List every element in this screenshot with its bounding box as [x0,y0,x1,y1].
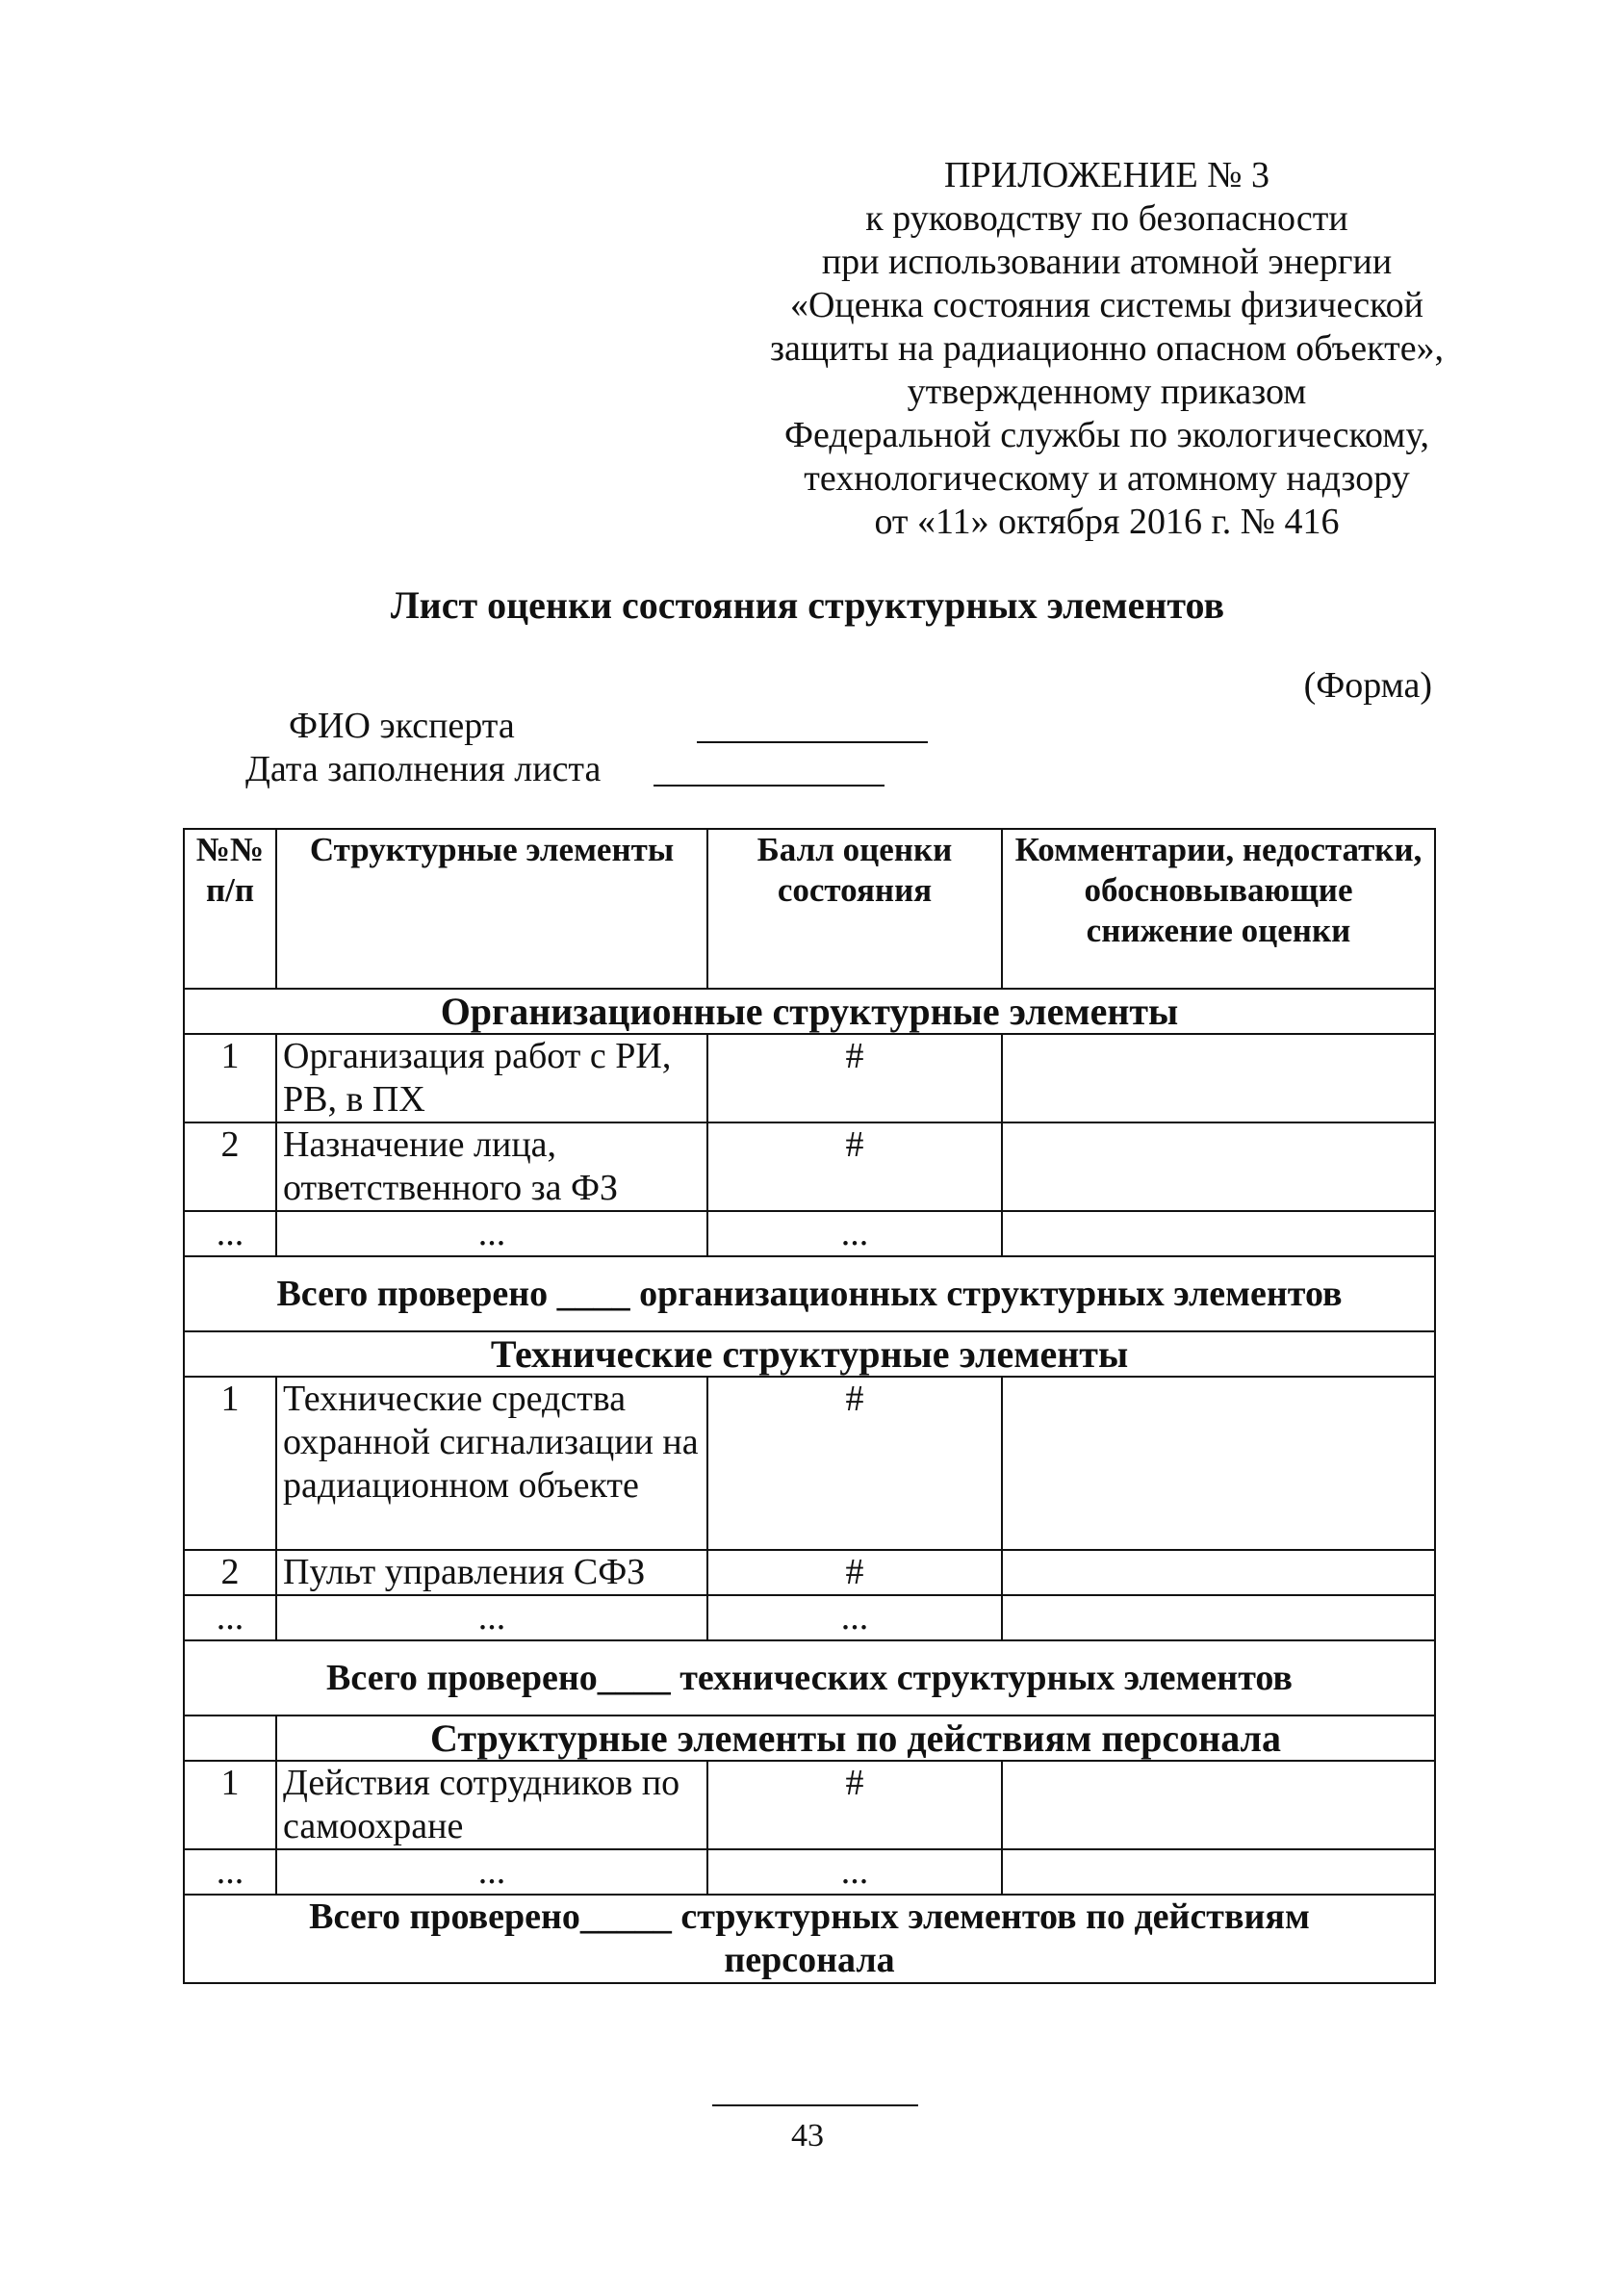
fill-date-label: Дата заполнения листа [245,749,602,789]
total-row [184,1640,1435,1716]
fill-date-blank [654,785,884,787]
table-row [184,1550,1435,1595]
page-divider [712,2104,918,2106]
header-score: Балл оценки состояния [707,829,1002,989]
row-score: # [707,1761,1002,1849]
fill-date-field [245,748,601,790]
sheet-title: Лист оценки состояния структурных элементов [390,583,1225,627]
ellipsis-comment [1002,1849,1435,1895]
row-num: 2 [184,1122,276,1211]
row-score: # [707,1550,1002,1595]
row-num: 1 [184,1034,276,1122]
row-element: Пульт управления СФЗ [276,1550,707,1595]
row-num: 2 [184,1550,276,1595]
expert-name-blank [697,741,928,743]
evaluation-table [183,828,1436,1984]
appendix-line: «Оценка состояния системы физической [789,285,1423,325]
section-title-row [184,1331,1435,1377]
row-element: Действия сотрудников по самоохране [276,1761,707,1849]
row-num: 1 [184,1377,276,1550]
row-element: Назначение лица, ответственного за ФЗ [276,1122,707,1211]
ellipsis-score: ... [707,1849,1002,1895]
section-title-row [184,989,1435,1034]
appendix-line: утвержденному приказом [907,372,1307,412]
form-label: (Форма) [1303,665,1432,706]
ellipsis-num: ... [184,1595,276,1640]
header-comments: Комментарии, недостатки, обосновывающие снижение оценки [1002,829,1435,989]
table-row [184,1377,1435,1550]
appendix-header [693,154,1521,544]
ellipsis-element: ... [276,1849,707,1895]
ellipsis-element: ... [276,1211,707,1256]
ellipsis-comment [1002,1595,1435,1640]
ellipsis-element: ... [276,1595,707,1640]
expert-name-label: ФИО эксперта [289,706,515,746]
ellipsis-num: ... [184,1211,276,1256]
row-score: # [707,1034,1002,1122]
header-elements: Структурные элементы [276,829,707,989]
ellipsis-row [184,1595,1435,1640]
table-row [184,1761,1435,1849]
row-element: Технические средства охранной сигнализации на радиационном объекте [276,1377,707,1550]
appendix-line: защиты на радиационно опасном объекте», [769,328,1445,369]
table-header [184,829,1435,989]
appendix-line: технологическому и атомному надзору [804,458,1410,499]
section-total: Всего проверено_____ структурных элементов по действиям персонала [184,1895,1435,1983]
ellipsis-comment [1002,1211,1435,1256]
header-num: №№ п/п [184,829,276,989]
section-total: Всего проверено ____ организационных структурных элементов [184,1256,1435,1331]
section-title: Организационные структурные элементы [184,989,1435,1034]
section-title: Технические структурные элементы [184,1331,1435,1377]
section-title-row [184,1716,1435,1761]
appendix-line: к руководству по безопасности [865,198,1348,239]
table-row [184,1034,1435,1122]
ellipsis-row [184,1211,1435,1256]
row-comment [1002,1122,1435,1211]
table-row [184,1122,1435,1211]
row-comment [1002,1761,1435,1849]
ellipsis-score: ... [707,1595,1002,1640]
row-comment [1002,1377,1435,1550]
section-total: Всего проверено____ технических структурных элементов [184,1640,1435,1716]
section-title-spacer [184,1716,276,1761]
total-row [184,1895,1435,1983]
ellipsis-row [184,1849,1435,1895]
page-number: 43 [791,2118,824,2154]
row-comment [1002,1550,1435,1595]
ellipsis-num: ... [184,1849,276,1895]
expert-name-field [289,705,515,747]
section-title: Структурные элементы по действиям персонала [276,1716,1435,1761]
row-num: 1 [184,1761,276,1849]
row-element: Организация работ с РИ, РВ, в ПХ [276,1034,707,1122]
appendix-line: от «11» октября 2016 г. № 416 [874,502,1340,542]
total-row [184,1256,1435,1331]
appendix-line: ПРИЛОЖЕНИЕ № 3 [944,155,1269,195]
appendix-line: при использовании атомной энергии [821,242,1393,282]
ellipsis-score: ... [707,1211,1002,1256]
row-score: # [707,1377,1002,1550]
row-comment [1002,1034,1435,1122]
row-score: # [707,1122,1002,1211]
appendix-line: Федеральной службы по экологическому, [783,415,1430,455]
